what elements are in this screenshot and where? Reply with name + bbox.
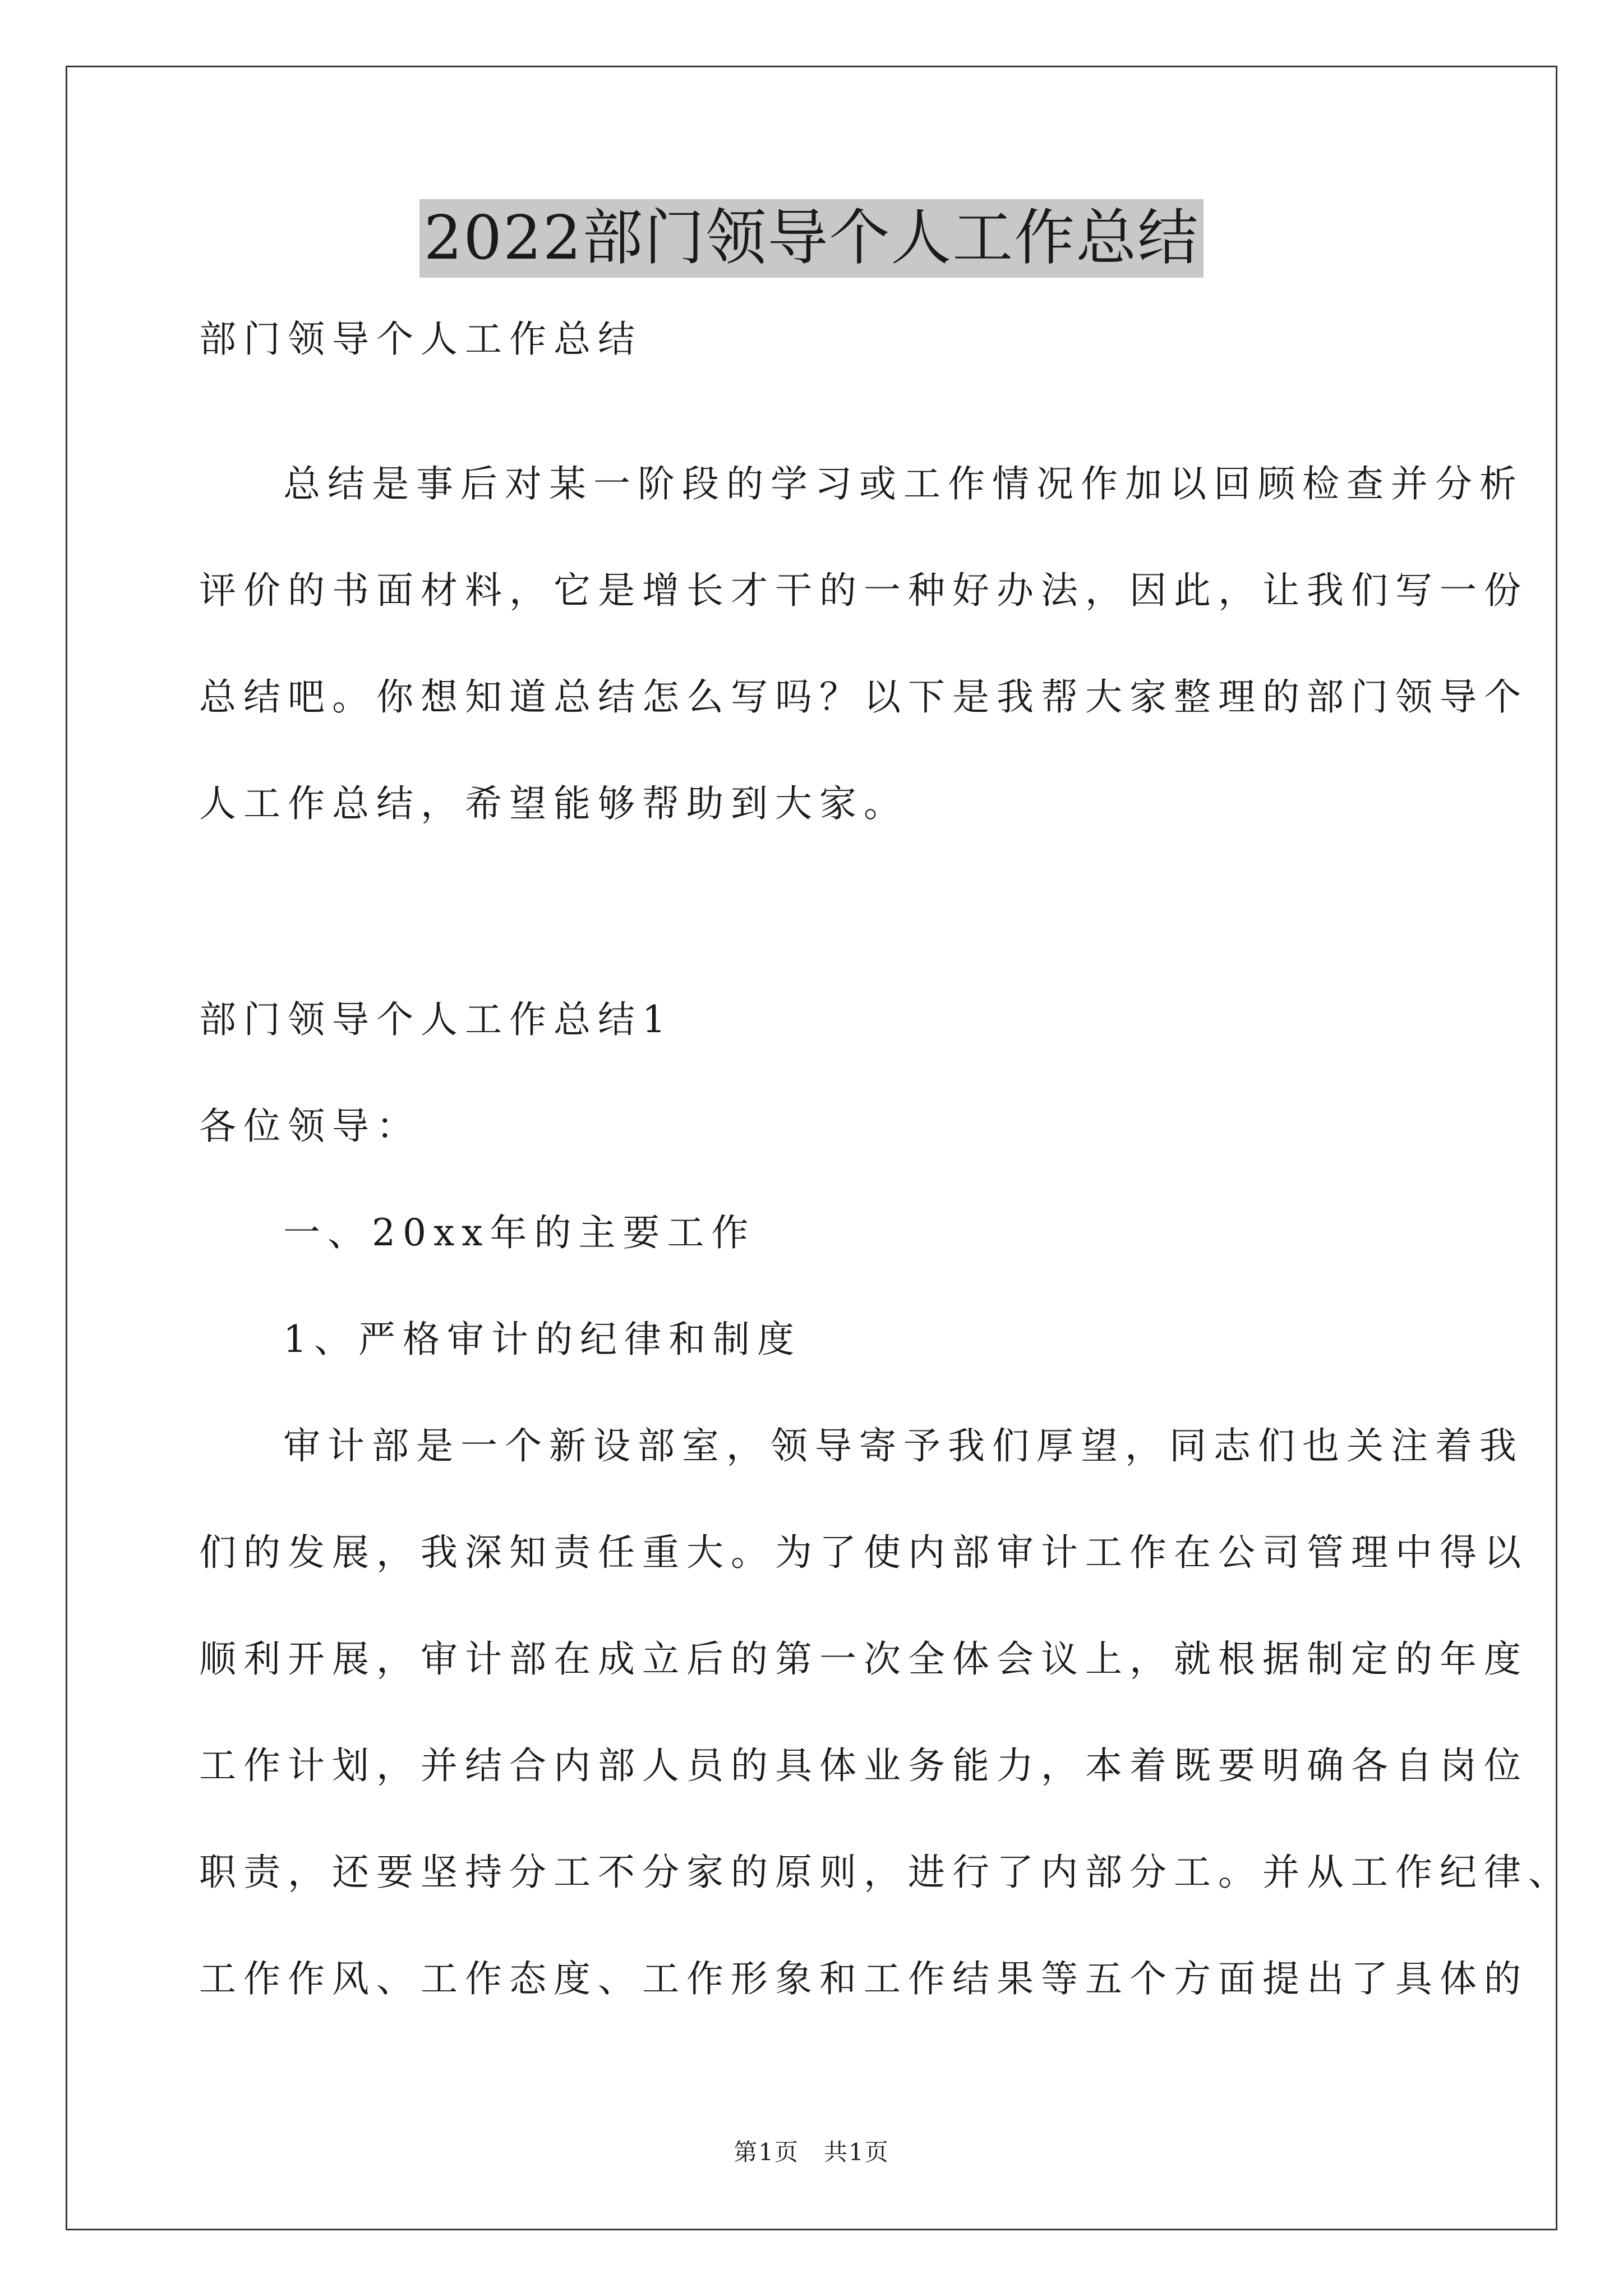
paragraph-line: 评价的书面材料，它是增长才干的一种好办法，因此，让我们写一份 — [199, 569, 1528, 612]
paragraph-line: 人工作总结，希望能够帮助到大家。 — [199, 782, 908, 825]
paragraph-line: 们的发展，我深知责任重大。为了使内部审计工作在公司管理中得以 — [199, 1531, 1528, 1574]
paragraph-line: 审计部是一个新设部室，领导寄予我们厚望，同志们也关注着我 — [283, 1424, 1524, 1467]
paragraph-line: 总结是事后对某一阶段的学习或工作情况作加以回顾检查并分析 — [283, 462, 1524, 505]
salutation: 各位领导： — [199, 1105, 421, 1148]
paragraph-line: 工作作风、工作态度、工作形象和工作结果等五个方面提出了具体的 — [199, 1957, 1528, 2000]
subheading-item-1: 1、严格审计的纪律和制度 — [283, 1318, 801, 1361]
section-heading-1: 部门领导个人工作总结1 — [199, 998, 673, 1041]
document-title: 2022部门领导个人工作总结 — [419, 199, 1204, 278]
section-heading-intro: 部门领导个人工作总结 — [199, 318, 642, 361]
paragraph-line: 顺利开展，审计部在成立后的第一次全体会议上，就根据制定的年度 — [199, 1637, 1528, 1681]
subheading-main-work: 一、20xx年的主要工作 — [283, 1211, 756, 1254]
paragraph-line: 工作计划，并结合内部人员的具体业务能力，本着既要明确各自岗位 — [199, 1744, 1528, 1787]
paragraph-line: 职责，还要坚持分工不分家的原则，进行了内部分工。并从工作纪律、 — [199, 1851, 1573, 1894]
title-container — [0, 199, 1623, 278]
page-footer: 第1页 共1页 — [734, 2138, 889, 2166]
paragraph-line: 总结吧。你想知道总结怎么写吗？以下是我帮大家整理的部门领导个 — [199, 675, 1528, 719]
